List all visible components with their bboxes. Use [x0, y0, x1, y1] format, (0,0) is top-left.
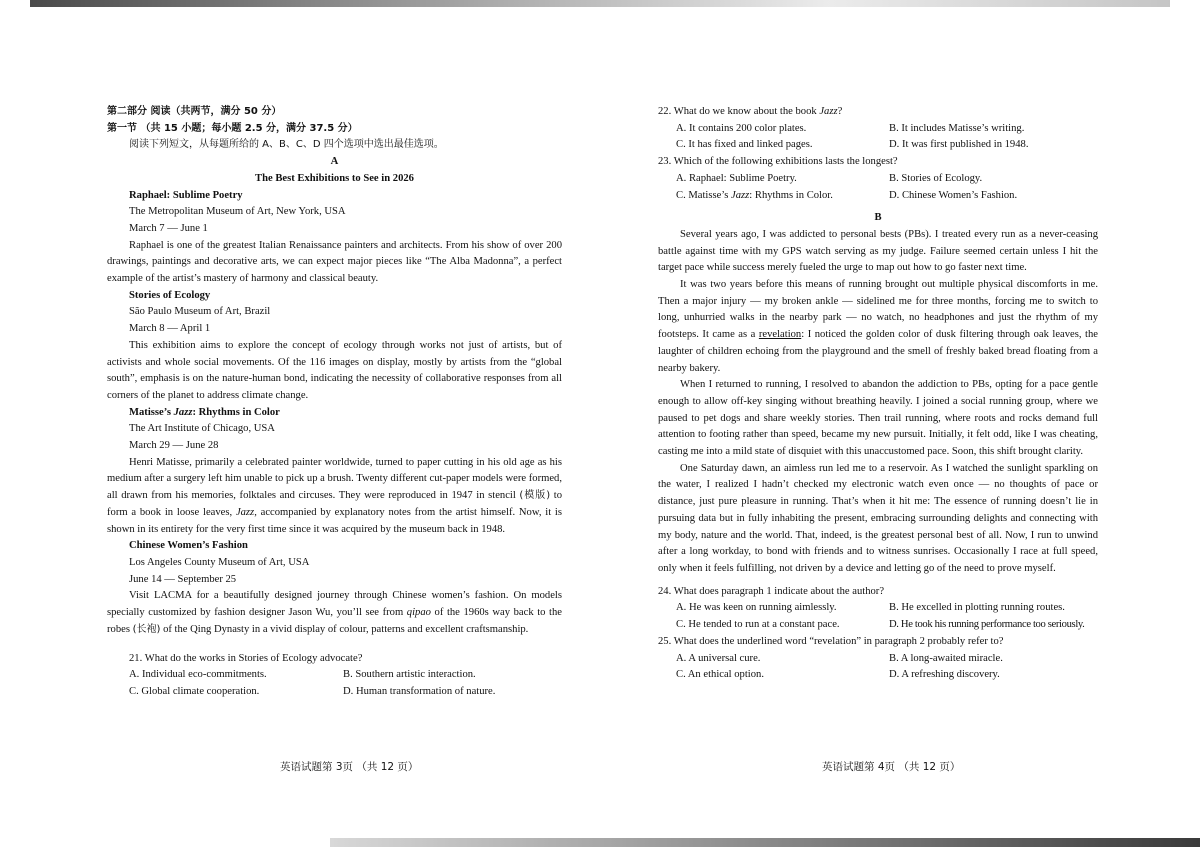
exhibition-venue: The Art Institute of Chicago, USA [129, 423, 275, 435]
exhibition-dates: June 14 — September 25 [129, 573, 237, 585]
exhibition-description: Raphael is one of the greatest Italian Renaissance painters and architects. From his show of over 200 drawings, paintings and decorative arts, we can expect major pieces like “The Alba Madonna”, a perfect example of the artist’s mastery of harmony and classical beauty. [107, 239, 562, 285]
option-c: C. Matisse’s Jazz: Rhythms in Color. [676, 189, 833, 201]
option-d: D. He took his running performance too seriously. [889, 619, 1085, 631]
scan-edge-top [30, 0, 1170, 7]
section-heading: 第一节 （共 15 小题；每小题 2.5 分，满分 37.5 分） [107, 122, 358, 134]
option-c: C. Global climate cooperation. [129, 685, 260, 697]
part-heading: 第二部分 阅读（共两节，满分 50 分） [107, 106, 282, 117]
question-22-stem: 22. What do we know about the book Jazz? [658, 106, 843, 117]
exhibition-description: Henri Matisse, primarily a celebrated painter worldwide, turned to paper cutting in his old age as his medium after a surgery left him unable to pick up a brush. Twenty different cut-paper models were formed, all drawn from his memories, folktales and circuses. They were reproduced in 1947 in stencil (模版) to form a book in loose leaves, Jazz, accompanied by explanatory notes from the artist himself. Now, it is shown in its entirety for the very first time since it was acquired by the museum back in 1948. [107, 456, 562, 535]
option-c: C. An ethical option. [676, 669, 764, 681]
option-a: A. He was keen on running aimlessly. [676, 602, 837, 614]
question-25-stem: 25. What does the underlined word “revelation” in paragraph 2 probably refer to? [658, 635, 1004, 647]
page-3-column [107, 104, 562, 701]
page-3-footer: 英语试题第 3页 （共 12 页） [280, 761, 419, 773]
option-c: C. He tended to run at a constant pace. [676, 619, 840, 631]
passage-label-b: B [874, 212, 882, 224]
exhibition-venue: The Metropolitan Museum of Art, New York, USA [129, 206, 346, 218]
passage-label-a: A [330, 156, 339, 168]
option-a: A. It contains 200 color plates. [676, 122, 807, 134]
option-d: D. Human transformation of nature. [343, 685, 496, 697]
passage-paragraph: When I returned to running, I resolved to abandon the addiction to PBs, opting for a pace gentle enough to allow off-key singing without breathing heavily. I joined a social running group, where we paused to pet dogs and share weekly stories. Then trail running, where roots and rocks demand full attention to footing rather than speed, became my new pursuit. Initially, it felt odd, like I was cheating, casting me into a mild state of disquiet with this unaccustomed pace. Soon, this shift brought clarity. [658, 379, 1098, 458]
exhibition-title: Chinese Women’s Fashion [129, 540, 248, 552]
exhibition-title: Raphael: Sublime Poetry [129, 189, 243, 201]
exhibition-title: Stories of Ecology [129, 289, 211, 301]
exhibition-description: Visit LACMA for a beautifully designed journey through Chinese women’s fashion. On models specially customized by fashion designer Jason Wu, you’ll see from qipao of the 1960s way back to the robes (长袍) of the Qing Dynasty in a vivid display of colour, patterns and excellent craftsmanship. [107, 590, 562, 635]
option-a: A. A universal cure. [676, 652, 761, 664]
question-23-stem: 23. Which of the following exhibitions lasts the longest? [658, 156, 898, 168]
passage-paragraph: One Saturday dawn, an aimless run led me to a reservoir. As I watched the sunlight sparkling on the water, I realized I hadn’t checked my electronic watch even once — no thoughts of pace or distance, just pure pleasure in running. That’s when it hit me: The essence of running doesn’t lie in pursuing data but in fully inhabiting the present, embracing surrounding delights and connecting with my body, nature and the world. That, indeed, is the greatest personal best of all. Now, I run to unwind after a long workday, to bond with friends and to witness sunrises. Occasionally I race at full speed, only when it feels fulfilling, not driven by a device and letting go of the need to prove myself. [658, 462, 1098, 574]
passage-paragraph: Several years ago, I was addicted to personal bests (PBs). I treated every run as a never-ceasing battle against time with my GPS watch serving as my judge. Failure seemed certain unless I hit the target pace while success merely fueled the urge to map out how to go faster next time. [658, 228, 1098, 274]
question-24-stem: 24. What does paragraph 1 indicate about the author? [658, 585, 885, 597]
question-21-options [107, 667, 562, 700]
exhibition-dates: March 29 — June 28 [129, 440, 219, 452]
exhibition-description: This exhibition aims to explore the concept of ecology through works not just of artists, but of activists and whole social movements. Of the 116 images on display, mostly by artists from the “global south”, emphasis is on the nature-human bond, indicating the necessity of collaborative responses from all corners of the planet to address climate change. [107, 339, 562, 401]
question-23-options [658, 171, 1098, 204]
question-24-options [658, 600, 1098, 633]
passage-title: The Best Exhibitions to See in 2026 [255, 172, 414, 184]
scan-edge-bottom [330, 838, 1200, 847]
passage-paragraph: It was two years before this means of running brought out multiple physical discomforts in me. Then a major injury — my broken ankle — sidelined me for three months, forcing me to switch to long, unhurried walks in the nearby park — no watch, no headphones and just the rhythm of my footsteps. It came as a revelation: I noticed the golden color of dusk filtering through oak leaves, the laughter of children echoing from the playground and the smell of freshly baked bread floating from a nearby bakery. [658, 279, 1098, 374]
option-d: D. It was first published in 1948. [889, 139, 1029, 151]
question-21-stem: 21. What do the works in Stories of Ecology advocate? [129, 652, 363, 664]
option-b: B. It includes Matisse’s writing. [889, 122, 1025, 134]
exhibition-dates: March 8 — April 1 [129, 323, 211, 335]
option-b: B. Southern artistic interaction. [343, 669, 476, 681]
option-c: C. It has fixed and linked pages. [676, 139, 813, 151]
option-a: A. Raphael: Sublime Poetry. [676, 172, 797, 184]
exhibition-venue: Los Angeles County Museum of Art, USA [129, 556, 310, 568]
option-b: B. Stories of Ecology. [889, 172, 983, 184]
option-d: D. Chinese Women’s Fashion. [889, 189, 1018, 201]
option-b: B. He excelled in plotting running routes. [889, 602, 1065, 614]
exhibition-venue: São Paulo Museum of Art, Brazil [129, 306, 271, 318]
exhibition-dates: March 7 — June 1 [129, 222, 208, 234]
question-22-options [658, 121, 1098, 154]
option-d: D. A refreshing discovery. [889, 669, 1000, 681]
page-4-column [658, 104, 1098, 684]
question-25-options [658, 651, 1098, 684]
page-4-footer: 英语试题第 4页 （共 12 页） [822, 761, 961, 773]
instructions: 阅读下列短文，从每题所给的 A、B、C、D 四个选项中选出最佳选项。 [129, 139, 444, 151]
exhibition-title: Matisse’s Jazz: Rhythms in Color [129, 406, 280, 418]
option-b: B. A long-awaited miracle. [889, 652, 1003, 664]
option-a: A. Individual eco-commitments. [129, 669, 267, 681]
